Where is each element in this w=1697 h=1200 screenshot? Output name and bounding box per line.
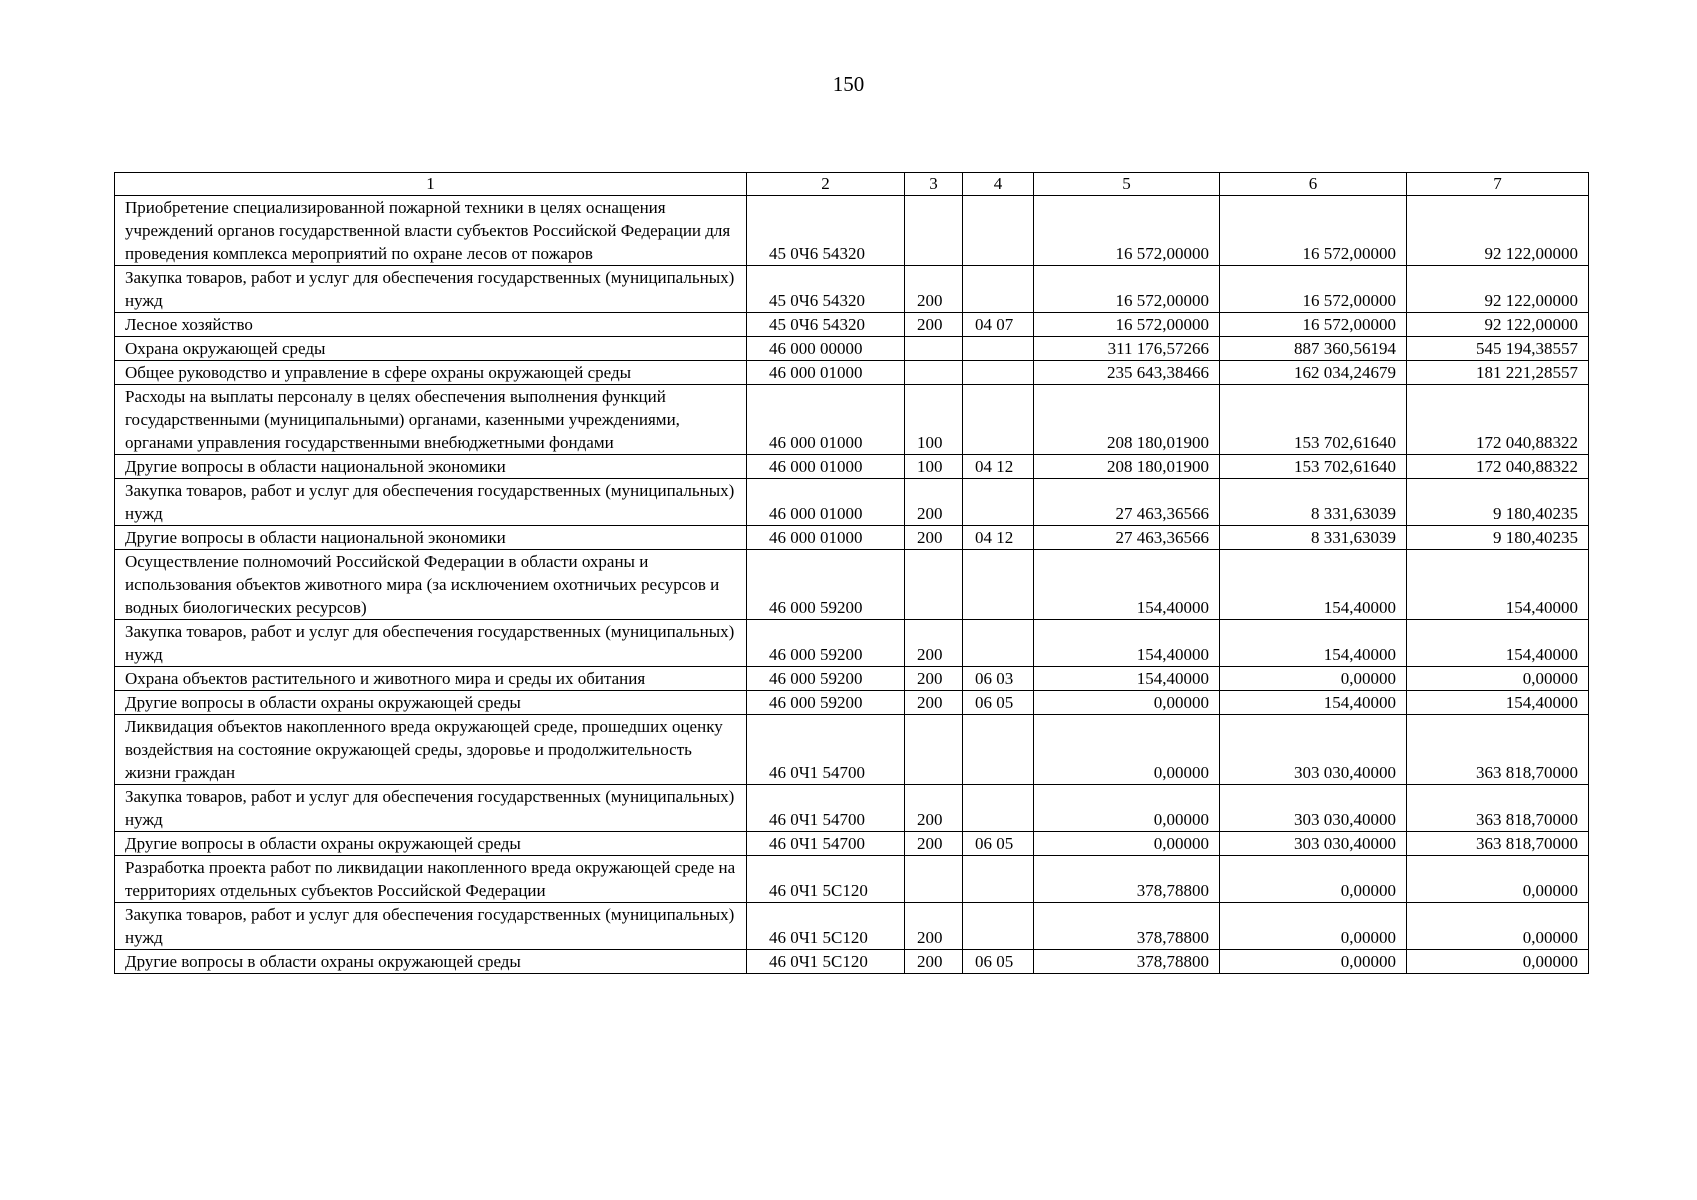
table-row [115,313,1589,337]
cell-amount-col6: 16 572,00000 [1220,196,1407,266]
cell-amount-col6: 153 702,61640 [1220,455,1407,479]
cell-expense-type: 100 [905,455,963,479]
cell-amount-col6: 887 360,56194 [1220,337,1407,361]
table-row [115,385,1589,455]
cell-amount-col7: 0,00000 [1407,667,1589,691]
cell-target-code: 46 000 59200 [747,667,905,691]
cell-name: Закупка товаров, работ и услуг для обеспечения государственных (муниципальных) нужд [115,479,747,526]
header-col-5: 5 [1034,173,1220,196]
cell-expense-type [905,715,963,785]
table-row [115,785,1589,832]
cell-target-code: 45 0Ч6 54320 [747,313,905,337]
cell-amount-col5: 16 572,00000 [1034,313,1220,337]
cell-amount-col7: 0,00000 [1407,856,1589,903]
cell-amount-col7: 172 040,88322 [1407,385,1589,455]
cell-amount-col6: 154,40000 [1220,620,1407,667]
table-row [115,455,1589,479]
cell-expense-type [905,361,963,385]
table-row [115,691,1589,715]
cell-expense-type [905,856,963,903]
cell-name: Охрана окружающей среды [115,337,747,361]
budget-table [114,172,1589,974]
cell-amount-col5: 154,40000 [1034,620,1220,667]
cell-target-code: 46 0Ч1 54700 [747,715,905,785]
cell-amount-col5: 378,78800 [1034,950,1220,974]
cell-amount-col6: 303 030,40000 [1220,715,1407,785]
cell-amount-col5: 154,40000 [1034,550,1220,620]
header-row [115,173,1589,196]
cell-amount-col5: 378,78800 [1034,856,1220,903]
cell-section [963,903,1034,950]
cell-amount-col7: 9 180,40235 [1407,479,1589,526]
cell-name: Другие вопросы в области национальной экономики [115,455,747,479]
cell-amount-col5: 0,00000 [1034,715,1220,785]
cell-amount-col6: 303 030,40000 [1220,832,1407,856]
cell-section [963,856,1034,903]
cell-amount-col6: 153 702,61640 [1220,385,1407,455]
cell-amount-col7: 0,00000 [1407,903,1589,950]
table-row [115,620,1589,667]
cell-name: Другие вопросы в области национальной экономики [115,526,747,550]
cell-amount-col7: 363 818,70000 [1407,715,1589,785]
cell-amount-col7: 172 040,88322 [1407,455,1589,479]
cell-amount-col6: 154,40000 [1220,550,1407,620]
table-header [115,173,1589,196]
cell-expense-type: 200 [905,526,963,550]
cell-amount-col5: 208 180,01900 [1034,455,1220,479]
cell-amount-col5: 378,78800 [1034,903,1220,950]
cell-amount-col7: 154,40000 [1407,691,1589,715]
table-row [115,526,1589,550]
cell-expense-type: 200 [905,667,963,691]
cell-amount-col7: 363 818,70000 [1407,832,1589,856]
cell-amount-col5: 0,00000 [1034,832,1220,856]
cell-expense-type [905,337,963,361]
table-row [115,903,1589,950]
table-row [115,337,1589,361]
header-col-4: 4 [963,173,1034,196]
cell-target-code: 46 000 01000 [747,361,905,385]
cell-amount-col6: 16 572,00000 [1220,313,1407,337]
cell-section: 04 07 [963,313,1034,337]
cell-section: 04 12 [963,526,1034,550]
page-number: 150 [832,72,865,96]
table-row [115,266,1589,313]
cell-amount-col5: 0,00000 [1034,785,1220,832]
cell-section [963,196,1034,266]
cell-amount-col5: 208 180,01900 [1034,385,1220,455]
cell-amount-col6: 154,40000 [1220,691,1407,715]
cell-amount-col5: 27 463,36566 [1034,479,1220,526]
header-col-7: 7 [1407,173,1589,196]
cell-amount-col6: 303 030,40000 [1220,785,1407,832]
cell-expense-type: 200 [905,785,963,832]
cell-section: 06 05 [963,950,1034,974]
cell-target-code: 45 0Ч6 54320 [747,266,905,313]
cell-amount-col5: 311 176,57266 [1034,337,1220,361]
cell-target-code: 46 000 59200 [747,550,905,620]
cell-name: Закупка товаров, работ и услуг для обеспечения государственных (муниципальных) нужд [115,620,747,667]
cell-amount-col5: 154,40000 [1034,667,1220,691]
cell-name: Осуществление полномочий Российской Федерации в области охраны и использования объектов животного мира (за исключением охотничьих ресурсов и водных биологических ресурсов) [115,550,747,620]
cell-name: Другие вопросы в области охраны окружающей среды [115,832,747,856]
header-col-1: 1 [115,173,747,196]
cell-name: Другие вопросы в области охраны окружающей среды [115,950,747,974]
cell-expense-type: 200 [905,903,963,950]
cell-section [963,337,1034,361]
cell-name: Охрана объектов растительного и животного мира и среды их обитания [115,667,747,691]
cell-name: Закупка товаров, работ и услуг для обеспечения государственных (муниципальных) нужд [115,785,747,832]
cell-target-code: 46 0Ч1 5С120 [747,903,905,950]
table-row [115,361,1589,385]
table-row [115,832,1589,856]
table-row [115,196,1589,266]
cell-section: 06 03 [963,667,1034,691]
cell-section [963,385,1034,455]
cell-expense-type: 200 [905,479,963,526]
cell-name: Другие вопросы в области охраны окружающей среды [115,691,747,715]
cell-target-code: 45 0Ч6 54320 [747,196,905,266]
table-body [115,196,1589,974]
table-row [115,950,1589,974]
cell-expense-type: 200 [905,266,963,313]
cell-name: Ликвидация объектов накопленного вреда окружающей среде, прошедших оценку воздействия на состояние окружающей среды, здоровье и продолжительность жизни граждан [115,715,747,785]
cell-section [963,715,1034,785]
cell-amount-col7: 9 180,40235 [1407,526,1589,550]
cell-amount-col7: 92 122,00000 [1407,196,1589,266]
cell-expense-type [905,550,963,620]
table-row [115,667,1589,691]
cell-expense-type: 200 [905,691,963,715]
table-row [115,479,1589,526]
cell-amount-col7: 181 221,28557 [1407,361,1589,385]
cell-expense-type: 100 [905,385,963,455]
cell-target-code: 46 000 01000 [747,526,905,550]
table-row [115,550,1589,620]
cell-target-code: 46 000 01000 [747,479,905,526]
header-col-3: 3 [905,173,963,196]
cell-amount-col7: 545 194,38557 [1407,337,1589,361]
cell-section [963,266,1034,313]
header-col-6: 6 [1220,173,1407,196]
cell-amount-col5: 16 572,00000 [1034,196,1220,266]
cell-name: Общее руководство и управление в сфере охраны окружающей среды [115,361,747,385]
cell-name: Приобретение специализированной пожарной техники в целях оснащения учреждений органов государственной власти субъектов Российской Федерации для проведения комплекса мероприятий по охране лесов от пожаров [115,196,747,266]
cell-amount-col5: 27 463,36566 [1034,526,1220,550]
cell-amount-col7: 154,40000 [1407,550,1589,620]
cell-section: 06 05 [963,832,1034,856]
cell-amount-col5: 0,00000 [1034,691,1220,715]
cell-expense-type: 200 [905,832,963,856]
cell-target-code: 46 0Ч1 54700 [747,832,905,856]
cell-target-code: 46 0Ч1 54700 [747,785,905,832]
cell-name: Закупка товаров, работ и услуг для обеспечения государственных (муниципальных) нужд [115,266,747,313]
cell-target-code: 46 000 00000 [747,337,905,361]
cell-amount-col6: 0,00000 [1220,903,1407,950]
cell-section [963,620,1034,667]
cell-amount-col6: 8 331,63039 [1220,479,1407,526]
cell-amount-col7: 0,00000 [1407,950,1589,974]
cell-name: Лесное хозяйство [115,313,747,337]
cell-amount-col6: 0,00000 [1220,950,1407,974]
cell-target-code: 46 000 01000 [747,455,905,479]
cell-name: Закупка товаров, работ и услуг для обеспечения государственных (муниципальных) нужд [115,903,747,950]
cell-amount-col6: 162 034,24679 [1220,361,1407,385]
cell-expense-type: 200 [905,950,963,974]
cell-section [963,550,1034,620]
cell-section [963,479,1034,526]
cell-amount-col6: 0,00000 [1220,856,1407,903]
cell-target-code: 46 000 01000 [747,385,905,455]
cell-expense-type: 200 [905,620,963,667]
cell-amount-col7: 363 818,70000 [1407,785,1589,832]
cell-target-code: 46 000 59200 [747,691,905,715]
cell-target-code: 46 0Ч1 5С120 [747,950,905,974]
cell-target-code: 46 0Ч1 5С120 [747,856,905,903]
cell-section: 06 05 [963,691,1034,715]
table-row [115,856,1589,903]
cell-amount-col5: 16 572,00000 [1034,266,1220,313]
cell-name: Расходы на выплаты персоналу в целях обеспечения выполнения функций государственными (муниципальными) органами, казенными учреждениями, органами управления государственными внебюджетными фондами [115,385,747,455]
cell-name: Разработка проекта работ по ликвидации накопленного вреда окружающей среде на территориях отдельных субъектов Российской Федерации [115,856,747,903]
cell-amount-col6: 8 331,63039 [1220,526,1407,550]
cell-amount-col7: 92 122,00000 [1407,313,1589,337]
cell-section: 04 12 [963,455,1034,479]
cell-expense-type: 200 [905,313,963,337]
cell-amount-col6: 16 572,00000 [1220,266,1407,313]
cell-target-code: 46 000 59200 [747,620,905,667]
cell-section [963,785,1034,832]
cell-section [963,361,1034,385]
table-row [115,715,1589,785]
cell-expense-type [905,196,963,266]
header-col-2: 2 [747,173,905,196]
cell-amount-col6: 0,00000 [1220,667,1407,691]
cell-amount-col5: 235 643,38466 [1034,361,1220,385]
cell-amount-col7: 92 122,00000 [1407,266,1589,313]
cell-amount-col7: 154,40000 [1407,620,1589,667]
